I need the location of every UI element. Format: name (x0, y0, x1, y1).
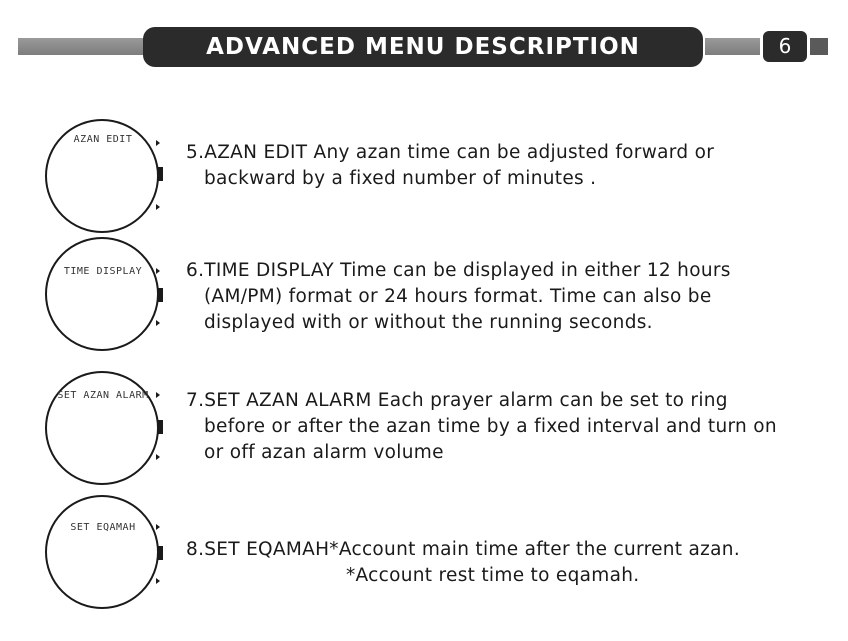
description-line: before or after the azan time by a fixed interval and turn on (204, 416, 777, 437)
menu-item-description (186, 537, 740, 589)
description-line: 8.SET EQAMAH*Account main time after the current azan. (186, 539, 741, 560)
watch-screen-label: SET AZAN ALARM (57, 390, 149, 401)
page-title: ADVANCED MENU DESCRIPTION (143, 27, 703, 67)
watch-screen-label: TIME DISPLAY (63, 266, 143, 277)
description-line: displayed with or without the running seconds. (204, 312, 653, 333)
watch-diagram-time-display (44, 236, 158, 350)
header-end-square (810, 38, 828, 55)
watch-diagram-set-eqamah (44, 494, 158, 608)
header-left-bar (18, 38, 148, 55)
page-number: 6 (763, 31, 807, 62)
description-line: backward by a fixed number of minutes . (204, 168, 597, 189)
menu-item-description (186, 258, 731, 336)
description-line: 7.SET AZAN ALARM Each prayer alarm can be set to ring (186, 390, 728, 411)
watch-diagram-azan-edit (44, 118, 158, 232)
watch-outline-icon (44, 370, 168, 488)
description-line: (AM/PM) format or 24 hours format. Time can also be (204, 286, 712, 307)
menu-item-description (186, 140, 714, 192)
header-right-bar (705, 38, 760, 55)
watch-diagram-set-azan-alarm (44, 370, 158, 484)
description-line: 6.TIME DISPLAY Time can be displayed in either 12 hours (186, 260, 731, 281)
watch-outline-icon (44, 236, 168, 354)
watch-outline-icon (44, 494, 168, 612)
description-line: 5.AZAN EDIT Any azan time can be adjusted forward or (186, 142, 715, 163)
menu-item-description (186, 388, 777, 466)
description-line: *Account rest time to eqamah. (346, 565, 640, 586)
description-line: or off azan alarm volume (204, 442, 444, 463)
watch-screen-label: AZAN EDIT (73, 134, 133, 145)
watch-screen-label: SET EQAMAH (70, 522, 136, 533)
